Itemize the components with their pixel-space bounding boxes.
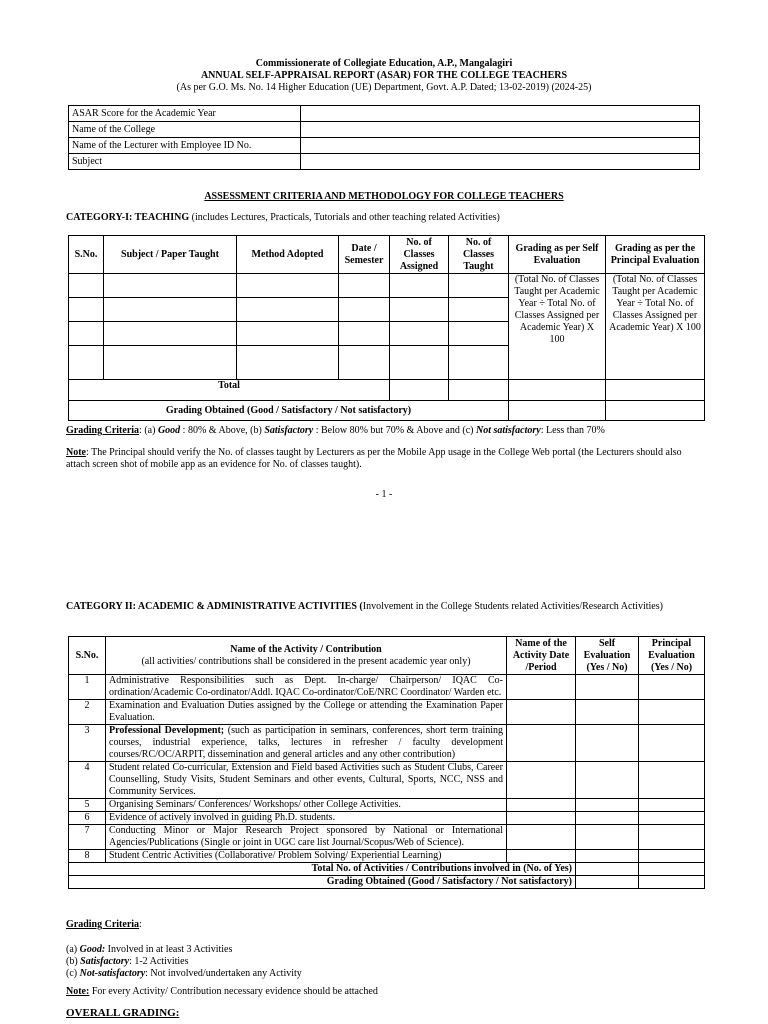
grading-self[interactable] <box>509 401 606 421</box>
col-sno: S.No. <box>69 236 104 274</box>
cell[interactable] <box>507 675 576 700</box>
cell[interactable] <box>576 850 639 863</box>
activity-bold: Professional Development; <box>109 725 225 736</box>
criteria-text: : (a) <box>139 425 158 436</box>
col-method: Method Adopted <box>237 236 339 274</box>
info-value-subject[interactable] <box>301 154 700 170</box>
total-principal[interactable] <box>639 863 705 876</box>
category-2-title: CATEGORY II: ACADEMIC & ADMINISTRATIVE ACTIVITIES ( <box>66 601 363 612</box>
col-principal: Principal Evaluation (Yes / No) <box>639 637 705 675</box>
total-assigned[interactable] <box>390 380 449 401</box>
cell[interactable] <box>639 825 705 850</box>
activity-rest: (such as participation in seminars, conferences, short term training courses, industrial experience, talks, lectures in refresher / faculty development courses/RC/OC/ARPIT, dissemination and general articles and any other contribution) <box>109 725 504 760</box>
cell[interactable] <box>104 322 237 346</box>
teaching-table <box>68 235 705 421</box>
col-taught: No. of Classes Taught <box>449 236 509 274</box>
criteria-satisfactory-line <box>66 956 189 968</box>
activity-text: Evidence of actively involved in guiding Ph.D. students. <box>106 812 507 825</box>
col-sno: S.No. <box>69 637 106 675</box>
criteria-not-satisfactory: Not satisfactory <box>475 425 541 436</box>
cell[interactable] <box>639 850 705 863</box>
row-number: 4 <box>69 762 106 799</box>
col-principal: Grading as per the Principal Evaluation <box>606 236 705 274</box>
cell[interactable] <box>69 346 104 380</box>
info-value-lecturer[interactable] <box>301 138 700 154</box>
row-number: 3 <box>69 725 106 762</box>
cell[interactable] <box>507 812 576 825</box>
cell[interactable] <box>639 725 705 762</box>
grading-criteria-label: Grading Criteria <box>66 919 140 930</box>
col-self: Self Evaluation (Yes / No) <box>576 637 639 675</box>
row-number: 2 <box>69 700 106 725</box>
criteria-text: : 1-2 Activities <box>129 956 189 967</box>
col-date: Date / Semester <box>339 236 390 274</box>
row-number: 8 <box>69 850 106 863</box>
activity-text: Organising Seminars/ Conferences/ Workshops/ other College Activities. <box>106 799 507 812</box>
criteria-prefix: (b) <box>66 956 81 967</box>
cell[interactable] <box>339 274 390 298</box>
criteria-satisfactory: Satisfactory <box>80 956 130 967</box>
activities-total-label: Total No. of Activities / Contributions involved in (No. of Yes) <box>69 863 576 876</box>
cell[interactable] <box>339 346 390 380</box>
info-table <box>68 105 700 170</box>
cell[interactable] <box>339 298 390 322</box>
cell[interactable] <box>507 762 576 799</box>
note-label: Note: <box>66 986 90 997</box>
cell[interactable] <box>576 812 639 825</box>
activity-text: Administrative Responsibilities such as Dept. In-charge/ Chairperson/ IQAC Co-ordination/Academic Co-ordinator/Addl. IQAC Co-ordinator/CoE/NRC Coordinator/ Warden etc. <box>106 675 507 700</box>
info-value-asar[interactable] <box>301 106 700 122</box>
activity-text: Conducting Minor or Major Research Project sponsored by National or International Agencies/Publications (Single or joint in UGC care list Journal/Scopus/Web of Science). <box>106 825 507 850</box>
cell[interactable] <box>507 825 576 850</box>
cell[interactable] <box>449 346 509 380</box>
category-1-heading <box>66 212 500 224</box>
row-number: 5 <box>69 799 106 812</box>
criteria-text: : Less than 70% <box>540 425 605 436</box>
self-formula: (Total No. of Classes Taught per Academic Year ÷ Total No. of Classes Assigned per Academic Year) X 100 <box>509 274 606 380</box>
col-name-date: Name of the Activity Date /Period <box>507 637 576 675</box>
cell[interactable] <box>69 298 104 322</box>
info-label-asar: ASAR Score for the Academic Year <box>69 106 301 122</box>
row-number: 6 <box>69 812 106 825</box>
total-taught[interactable] <box>449 380 509 401</box>
note-text: : The Principal should verify the No. of classes taught by Lecturers as per the Mobile App usage in the College Web portal (the Lecturers should also attach screen shot of mobile app as an evidence for No. of classes taught). <box>66 447 682 470</box>
total-principal[interactable] <box>606 380 705 401</box>
cell[interactable] <box>449 322 509 346</box>
cell[interactable] <box>390 274 449 298</box>
cell[interactable] <box>390 346 449 380</box>
cell[interactable] <box>576 700 639 725</box>
cell[interactable] <box>639 762 705 799</box>
cell[interactable] <box>507 850 576 863</box>
info-label-subject: Subject <box>69 154 301 170</box>
total-self[interactable] <box>576 863 639 876</box>
cell[interactable] <box>576 825 639 850</box>
cell[interactable] <box>390 298 449 322</box>
section-title: ASSESSMENT CRITERIA AND METHODOLOGY FOR COLLEGE TEACHERS <box>204 191 564 202</box>
category-2-heading <box>66 601 706 613</box>
cell[interactable] <box>507 725 576 762</box>
grading-obtained-label: Grading Obtained (Good / Satisfactory / Not satisfactory) <box>69 401 509 421</box>
cell[interactable] <box>237 322 339 346</box>
category-1-title: CATEGORY-I: TEACHING <box>66 212 190 223</box>
total-label: Total <box>69 380 390 401</box>
cell[interactable] <box>390 322 449 346</box>
row-number: 1 <box>69 675 106 700</box>
activity-text: Student related Co-curricular, Extension and Field based Activities such as Student Clubs, Career Counselling, Study Visits, Student Seminars and other events, Cultural, Sports, NCC, NSS and Community Services. <box>106 762 507 799</box>
criteria-good: Good: <box>79 944 106 955</box>
cell[interactable] <box>576 762 639 799</box>
cell[interactable] <box>104 298 237 322</box>
col-subject: Subject / Paper Taught <box>104 236 237 274</box>
page-number: - 1 - <box>375 489 393 500</box>
activities-table <box>68 636 705 889</box>
category-2-subtitle: Involvement in the College Students related Activities/Research Activities) <box>362 601 663 612</box>
criteria-satisfactory: Satisfactory <box>264 425 314 436</box>
grading-criteria-1 <box>66 425 605 437</box>
report-title: ANNUAL SELF-APPRAISAL REPORT (ASAR) FOR THE COLLEGE TEACHERS <box>200 70 568 81</box>
category-1-subtitle: (includes Lectures, Practicals, Tutorials and other teaching related Activities) <box>189 212 500 223</box>
criteria-good: Good <box>157 425 181 436</box>
info-label-lecturer: Name of the Lecturer with Employee ID No. <box>69 138 301 154</box>
activity-text: Student Centric Activities (Collaborative/ Problem Solving/ Experiential Learning) <box>106 850 507 863</box>
criteria-text: : Below 80% but 70% & Above and (c) <box>313 425 476 436</box>
cell[interactable] <box>237 346 339 380</box>
note-label: Note <box>66 447 86 458</box>
grading-self[interactable] <box>576 876 639 889</box>
criteria-text: Involved in at least 3 Activities <box>105 944 233 955</box>
note-text: For every Activity/ Contribution necessary evidence should be attached <box>89 986 378 997</box>
cell[interactable] <box>639 812 705 825</box>
total-self[interactable] <box>509 380 606 401</box>
cell[interactable] <box>639 700 705 725</box>
criteria-not-satisfactory-line <box>66 968 302 980</box>
note-2 <box>66 986 378 998</box>
grading-principal[interactable] <box>639 876 705 889</box>
criteria-prefix: (c) <box>66 968 80 979</box>
cell[interactable] <box>576 799 639 812</box>
cell[interactable] <box>237 274 339 298</box>
cell[interactable] <box>104 274 237 298</box>
activity-header: Name of the Activity / Contribution <box>230 643 382 655</box>
cell[interactable] <box>237 298 339 322</box>
info-label-college: Name of the College <box>69 122 301 138</box>
cell[interactable] <box>104 346 237 380</box>
overall-grading-heading: OVERALL GRADING: <box>66 1007 180 1019</box>
grading-criteria-2 <box>66 919 142 931</box>
cell[interactable] <box>69 274 104 298</box>
cell[interactable] <box>507 799 576 812</box>
grading-criteria-label: Grading Criteria <box>66 425 140 436</box>
note-1 <box>66 447 706 471</box>
cell[interactable] <box>339 322 390 346</box>
criteria-prefix: (a) <box>66 944 80 955</box>
col-activity <box>106 637 507 675</box>
criteria-text: : 80% & Above, (b) <box>180 425 265 436</box>
cell[interactable] <box>639 799 705 812</box>
cell[interactable] <box>576 725 639 762</box>
cell[interactable] <box>449 274 509 298</box>
row-number: 7 <box>69 825 106 850</box>
activity-text: Examination and Evaluation Duties assigned by the College or attending the Examination Paper Evaluation. <box>106 700 507 725</box>
grading-principal[interactable] <box>606 401 705 421</box>
principal-formula: (Total No. of Classes Taught per Academic Year ÷ Total No. of Classes Assigned per Academic Year) X 100 <box>606 274 705 380</box>
info-value-college[interactable] <box>301 122 700 138</box>
criteria-not-satisfactory: Not-satisfactory <box>79 968 146 979</box>
col-self: Grading as per Self Evaluation <box>509 236 606 274</box>
activity-header-sub: (all activities/ contributions shall be considered in the present academic year only) <box>141 655 471 667</box>
cell[interactable] <box>576 675 639 700</box>
criteria-text: : Not involved/undertaken any Activity <box>145 968 302 979</box>
cell[interactable] <box>507 700 576 725</box>
cell[interactable] <box>69 322 104 346</box>
activities-grading-label: Grading Obtained (Good / Satisfactory / Not satisfactory) <box>69 876 576 889</box>
cell[interactable] <box>639 675 705 700</box>
activity-text <box>106 725 507 762</box>
col-assigned: No. of Classes Assigned <box>390 236 449 274</box>
header-go-reference: (As per G.O. Ms. No. 14 Higher Education (UE) Department, Govt. A.P. Dated; 13-02-2019) (2024-25) <box>176 82 592 93</box>
header-line1: Commissionerate of Collegiate Education, A.P., Mangalagiri <box>255 58 513 69</box>
cell[interactable] <box>449 298 509 322</box>
criteria-good-line <box>66 944 232 956</box>
criteria-colon: : <box>139 919 142 930</box>
